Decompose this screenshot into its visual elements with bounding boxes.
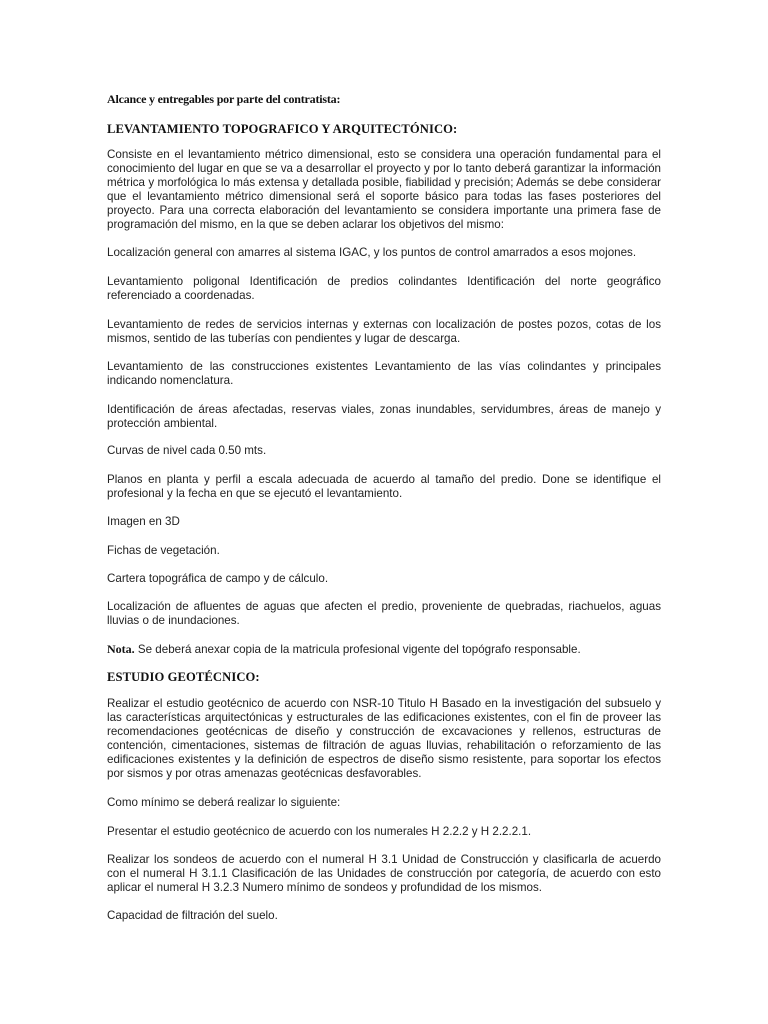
paragraph-item: Identificación de áreas afectadas, reservas viales, zonas inundables, servidumbres, áreas de manejo y protección ambiental. <box>107 403 661 430</box>
paragraph-item: Realizar los sondeos de acuerdo con el numeral H 3.1 Unidad de Construcción y clasificarla de acuerdo con el numeral H 3.1.1 Clasificación de las Unidades de construcción por categoría, de acuerdo con esto aplicar el numeral H 3.2.3 Numero mínimo de sondeos y profundidad de los mismos. <box>107 853 661 894</box>
paragraph-item: Como mínimo se deberá realizar lo siguiente: <box>107 796 341 809</box>
paragraph-item: Presentar el estudio geotécnico de acuerdo con los numerales H 2.2.2 y H 2.2.2.1. <box>107 825 532 838</box>
paragraph-item: Levantamiento de las construcciones existentes Levantamiento de las vías colindantes y principales indicando nomenclatura. <box>107 360 661 387</box>
note-text: Se deberá anexar copia de la matricula profesional vigente del topógrafo responsable. <box>134 643 581 656</box>
paragraph-item: Levantamiento de redes de servicios internas y externas con localización de postes pozos, cotas de los mismos, sentido de las tuberías con pendientes y lugar de descarga. <box>107 318 661 345</box>
paragraph-item: Capacidad de filtración del suelo. <box>107 909 278 922</box>
paragraph-item: Localización general con amarres al sistema IGAC, y los puntos de control amarrados a esos mojones. <box>107 246 637 259</box>
paragraph-item: Fichas de vegetación. <box>107 544 220 557</box>
scope-heading: Alcance y entregables por parte del contratista: <box>107 92 341 106</box>
paragraph-item: Levantamiento poligonal Identificación de predios colindantes Identificación del norte geográfico referenciado a coordenadas. <box>107 275 661 302</box>
section-title-geotechnical-study: ESTUDIO GEOTÉCNICO: <box>107 670 260 684</box>
paragraph-item: Cartera topográfica de campo y de cálculo. <box>107 572 329 585</box>
paragraph-item: Curvas de nivel cada 0.50 mts. <box>107 444 267 457</box>
paragraph-item: Planos en planta y perfil a escala adecuada de acuerdo al tamaño del predio. Done se identifique el profesional y la fecha en que se ejecutó el levantamiento. <box>107 473 661 500</box>
section-title-topographic-survey: LEVANTAMIENTO TOPOGRAFICO Y ARQUITECTÓNICO: <box>107 122 458 136</box>
paragraph-item: Localización de afluentes de aguas que afecten el predio, proveniente de quebradas, riachuelos, aguas lluvias o de inundaciones. <box>107 600 661 627</box>
paragraph-item: Imagen en 3D <box>107 515 180 528</box>
paragraph-intro: Consiste en el levantamiento métrico dimensional, esto se considera una operación fundamental para el conocimiento del lugar en que se va a desarrollar el proyecto y por lo tanto deberá garantizar la información métrica y morfológica lo más extensa y detallada posible, fiabilidad y precisión; Además se debe considerar que el levantamiento métrico dimensional será el soporte básico para todas las fases posteriores del proyecto. Para una correcta elaboración del levantamiento se considera importante una primera fase de programación del mismo, en la que se deben aclarar los objetivos del mismo: <box>107 148 661 231</box>
note-label: Nota. <box>107 642 135 656</box>
note-paragraph <box>107 642 661 657</box>
paragraph-geotechnical-intro: Realizar el estudio geotécnico de acuerdo con NSR-10 Titulo H Basado en la investigación del subsuelo y las características arquitectónicas y estructurales de las edificaciones existentes, con el fin de proveer las recomendaciones geotécnicas de diseño y construcción de excavaciones y rellenos, estructuras de contención, cimentaciones, sistemas de filtración de aguas lluvias, rehabilitación o reforzamiento de las edificaciones existentes y la definición de espectros de diseño sismo resistente, para soportar los efectos por sismos y por otras amenazas geotécnicas desfavorables. <box>107 697 661 780</box>
